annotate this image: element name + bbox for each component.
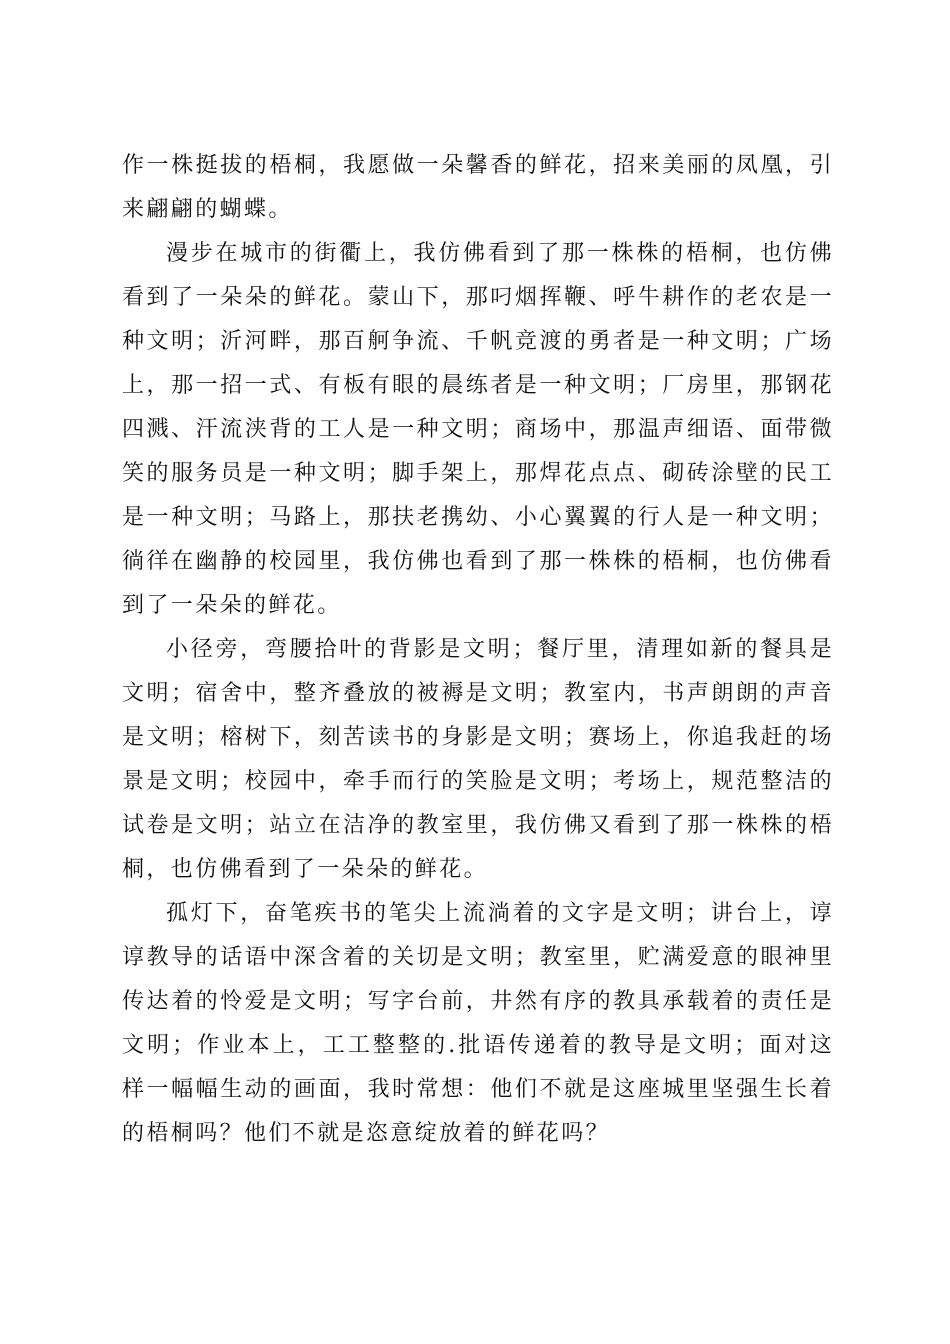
paragraph-3: 小径旁，弯腰拾叶的背影是文明；餐厅里，清理如新的餐具是文明；宿舍中，整齐叠放的被褥是文明；教室内，书声朗朗的声音是文明；榕树下，刻苦读书的身影是文明；赛场上，你追我赶的场景是文明；校园中，牵手而行的笑脸是文明；考场上，规范整洁的试卷是文明；站立在洁净的教室里，我仿佛又看到了那一株株的梧桐，也仿佛看到了一朵朵的鲜花。 — [122, 637, 834, 882]
document-body — [122, 144, 834, 1156]
paragraph-1: 作一株挺拔的梧桐，我愿做一朵馨香的鲜花，招来美丽的凤凰，引来翩翩的蝴蝶。 — [122, 153, 834, 222]
paragraph-4: 孤灯下，奋笔疾书的笔尖上流淌着的文字是文明；讲台上，谆谆教导的话语中深含着的关切是文明；教室里，贮满爱意的眼神里传达着的怜爱是文明；写字台前，井然有序的教具承载着的责任是文明；作业本上，工工整整的.批语传递着的教导是文明；面对这样一幅幅生动的画面，我时常想：他们不就是这座城里坚强生长着的梧桐吗？他们不就是恣意绽放着的鲜花吗？ — [122, 901, 834, 1146]
paragraph-2: 漫步在城市的街衢上，我仿佛看到了那一株株的梧桐，也仿佛看到了一朵朵的鲜花。蒙山下，那叼烟挥鞭、呼牛耕作的老农是一种文明；沂河畔，那百舸争流、千帆竞渡的勇者是一种文明；广场上，那一招一式、有板有眼的晨练者是一种文明；厂房里，那钢花四溅、汗流浃背的工人是一种文明；商场中，那温声细语、面带微笑的服务员是一种文明；脚手架上，那焊花点点、砌砖涂壁的民工是一种文明；马路上，那扶老携幼、小心翼翼的行人是一种文明；徜徉在幽静的校园里，我仿佛也看到了那一株株的梧桐，也仿佛看到了一朵朵的鲜花。 — [122, 241, 834, 618]
